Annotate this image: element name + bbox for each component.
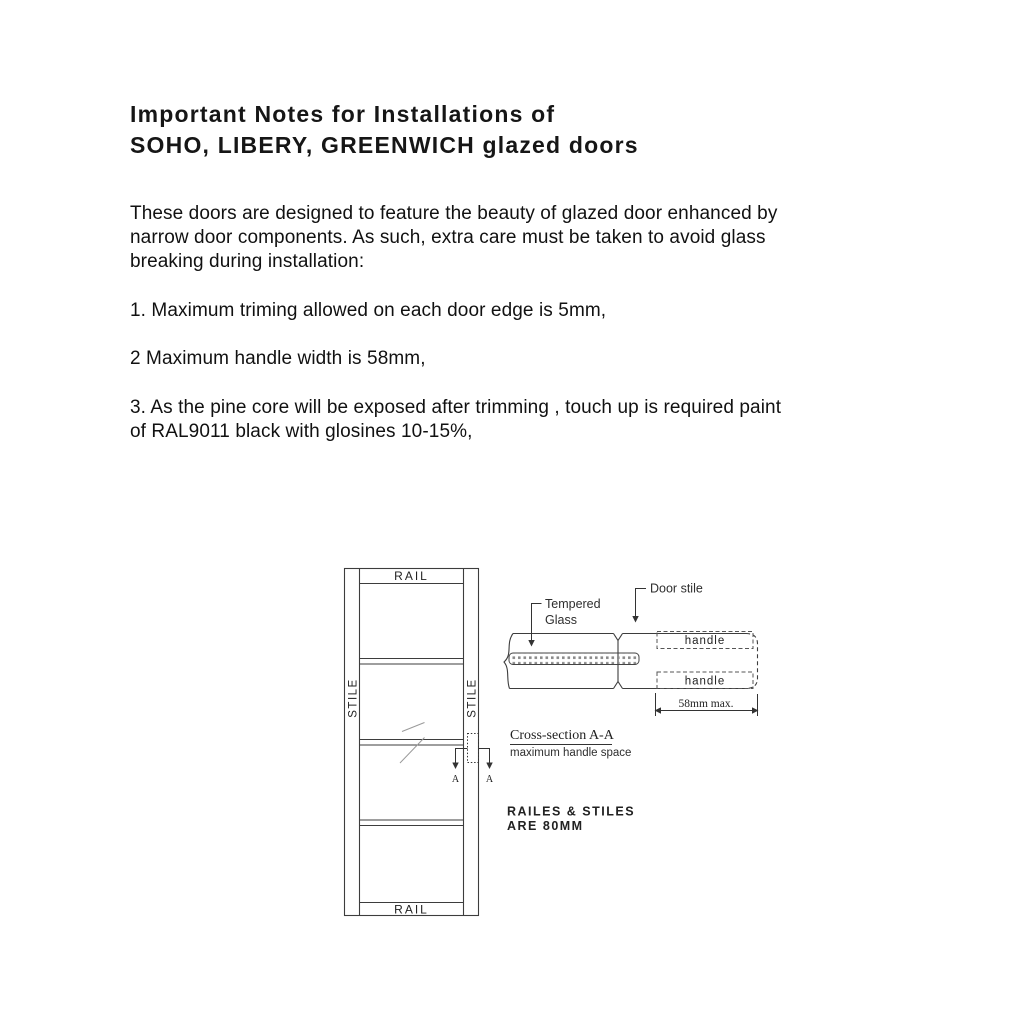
rail-top-label: RAIL <box>394 569 429 583</box>
intro-line: narrow door components. As such, extra care must be taken to avoid glass <box>130 227 766 248</box>
rail-bottom-label: RAIL <box>394 902 429 917</box>
door-stile-leader <box>636 589 647 622</box>
glass-mark-line <box>400 738 425 764</box>
tempered-glass-label-line1: Tempered <box>545 597 601 611</box>
handle-bottom-label: handle <box>684 675 726 688</box>
section-arrow-right <box>479 749 490 769</box>
title-line-1: Important Notes for Installations of <box>130 101 556 127</box>
title-line-2: SOHO, LIBERY, GREENWICH glazed doors <box>130 132 639 158</box>
section-arrow-left <box>456 749 468 769</box>
cross-section-subcaption: maximum handle space <box>510 747 632 759</box>
rails-stiles-note-line2: ARE 80MM <box>507 819 584 833</box>
section-letter-right: A <box>485 774 494 785</box>
glass-marks <box>400 723 425 764</box>
stile-right-label: STILE <box>466 678 479 718</box>
handle-top-label: handle <box>684 635 726 647</box>
rails-stiles-note-line1: RAILES & STILES <box>507 804 636 819</box>
door-elevation-diagram <box>345 569 479 916</box>
door-outer-frame <box>345 569 479 916</box>
note-3-line: 3. As the pine core will be exposed after trimming , touch up is required paint <box>130 397 782 418</box>
note-3-line: of RAL9011 black with glosines 10-15%, <box>130 421 473 442</box>
tempered-glass-leader <box>532 604 542 646</box>
stile-left-label: STILE <box>347 678 360 718</box>
section-cut-indicator <box>456 734 490 769</box>
intro-line: These doors are designed to feature the beauty of glazed door enhanced by <box>130 203 778 224</box>
note-item-2: 2 Maximum handle width is 58mm, <box>130 348 426 369</box>
dimension-58mm-label: 58mm max. <box>678 698 734 710</box>
door-stile-label: Door stile <box>650 581 703 596</box>
section-cut-dotted-box <box>468 734 479 763</box>
stile-section-rounded-end <box>746 634 758 689</box>
note-item-1: 1. Maximum triming allowed on each door edge is 5mm, <box>130 300 607 321</box>
glass-mark-line <box>402 723 425 732</box>
section-letter-left: A <box>451 774 460 785</box>
intro-line: breaking during installation: <box>130 251 365 272</box>
cross-section-caption: Cross-section A-A <box>510 728 614 743</box>
tempered-glass-strip <box>509 653 639 665</box>
tempered-glass-label-line2: Glass <box>545 613 577 627</box>
